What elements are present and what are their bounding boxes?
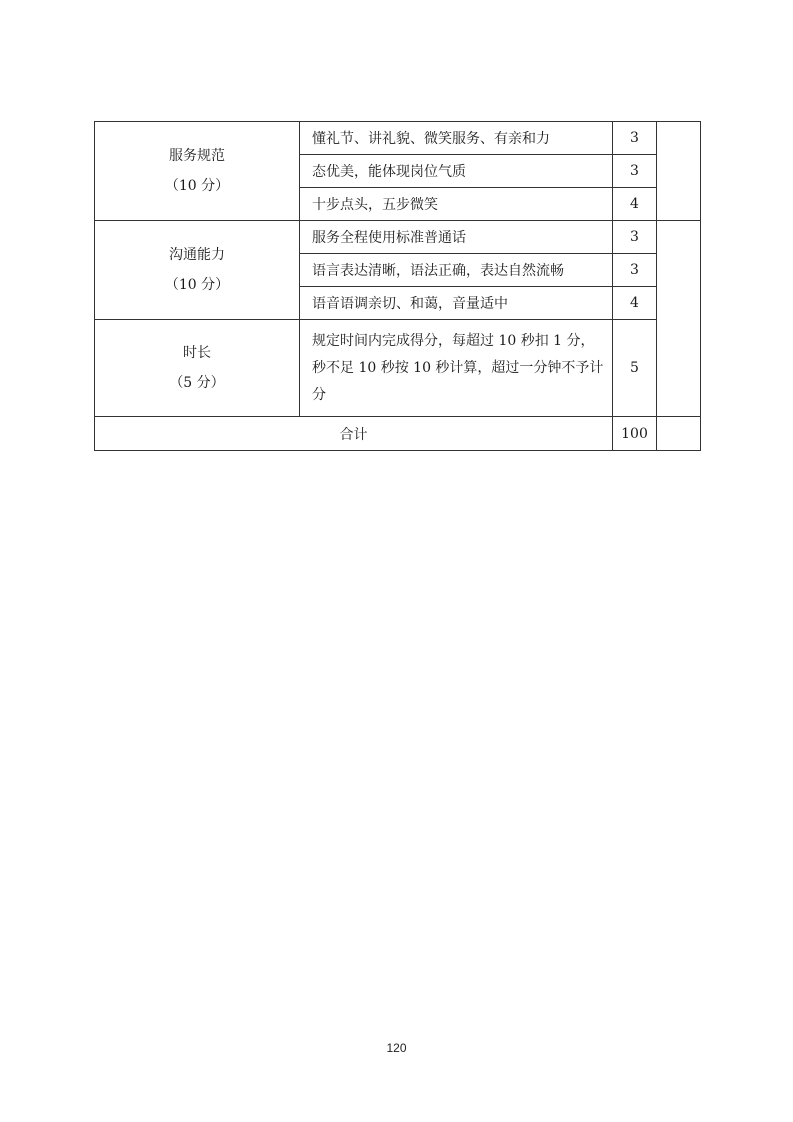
score-cell: 3 xyxy=(613,221,657,254)
criterion-cell: 态优美，能体现岗位气质 xyxy=(300,155,613,188)
criterion-cell: 语言表达清晰，语法正确，表达自然流畅 xyxy=(300,254,613,287)
category-points: （10 分） xyxy=(164,277,230,293)
blank-score-cell xyxy=(657,221,701,417)
total-label: 合计 xyxy=(95,417,613,451)
category-name: 沟通能力 xyxy=(169,247,225,263)
score-cell: 4 xyxy=(613,188,657,221)
category-points: （5 分） xyxy=(169,375,225,391)
score-cell: 4 xyxy=(613,287,657,320)
criterion-cell: 懂礼节、讲礼貌、微笑服务、有亲和力 xyxy=(300,122,613,155)
score-cell: 3 xyxy=(613,122,657,155)
criterion-cell: 十步点头，五步微笑 xyxy=(300,188,613,221)
score-cell: 3 xyxy=(613,155,657,188)
category-cell xyxy=(95,320,300,417)
page-number: 120 xyxy=(386,1041,407,1055)
criterion-cell: 语音语调亲切、和蔼，音量适中 xyxy=(300,287,613,320)
category-cell xyxy=(95,122,300,221)
category-name: 时长 xyxy=(183,345,211,361)
scoring-table xyxy=(94,121,701,451)
category-cell xyxy=(95,221,300,320)
table-row xyxy=(95,122,701,155)
total-row xyxy=(95,417,701,451)
criterion-cell: 规定时间内完成得分，每超过 10 秒扣 1 分，秒不足 10 秒按 10 秒计算，超过一分钟不予计分 xyxy=(300,320,613,417)
blank-score-cell xyxy=(657,122,701,221)
criterion-cell: 服务全程使用标准普通话 xyxy=(300,221,613,254)
table-row xyxy=(95,221,701,254)
blank-score-cell xyxy=(657,417,701,451)
category-points: （10 分） xyxy=(164,178,230,194)
score-cell: 5 xyxy=(613,320,657,417)
category-name: 服务规范 xyxy=(169,148,225,164)
table-row xyxy=(95,320,701,417)
score-cell: 3 xyxy=(613,254,657,287)
total-score: 100 xyxy=(613,417,657,451)
